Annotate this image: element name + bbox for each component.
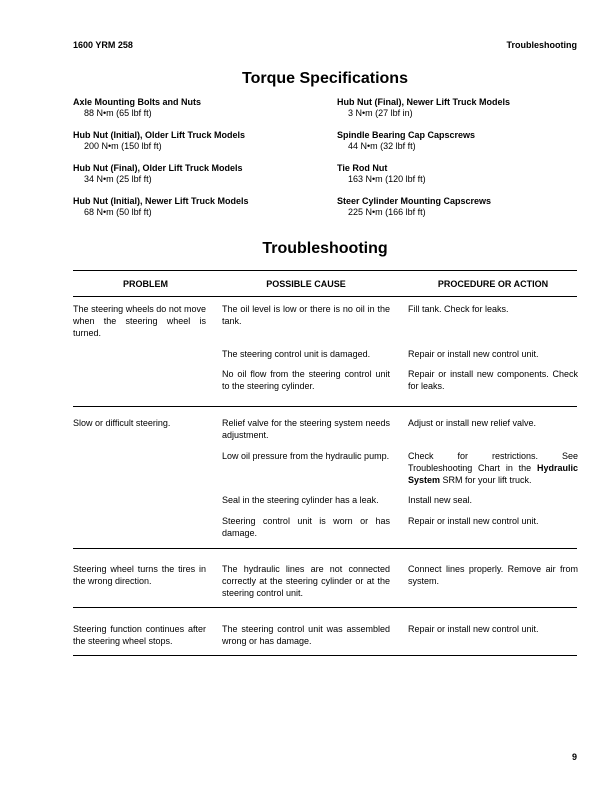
torque-title: Torque Specifications	[242, 70, 408, 87]
torque-spec-value: 88 N•m (65 lbf ft)	[84, 108, 152, 118]
action-cell: Adjust or install new relief valve.	[408, 418, 537, 428]
row-divider	[73, 607, 577, 608]
cause-cell: The steering control unit is damaged.	[222, 349, 371, 359]
cause-cell: The steering control unit was assembled wrong or has damage.	[222, 624, 390, 646]
action-cell: Repair or install new control unit.	[408, 624, 539, 634]
torque-spec-value: 34 N•m (25 lbf ft)	[84, 174, 152, 184]
torque-spec-name: Hub Nut (Final), Older Lift Truck Models	[73, 163, 243, 173]
problem-cell: Steering function continues after the steering wheel stops.	[73, 624, 206, 646]
cause-cell: Steering control unit is worn or has damage.	[222, 516, 390, 538]
torque-spec-name: Hub Nut (Final), Newer Lift Truck Models	[337, 97, 511, 107]
action-text-bold: System	[408, 475, 441, 485]
torque-spec-value: 163 N•m (120 lbf ft)	[348, 174, 426, 184]
action-cell: Repair or install new control unit.	[408, 349, 539, 359]
torque-spec-name: Hub Nut (Initial), Newer Lift Truck Models	[73, 196, 249, 206]
torque-spec-name: Axle Mounting Bolts and Nuts	[73, 97, 201, 107]
column-header-cause: POSSIBLE CAUSE	[266, 279, 346, 289]
action-cell: Fill tank. Check for leaks.	[408, 304, 509, 314]
torque-spec	[337, 196, 597, 229]
torque-spec	[73, 163, 333, 196]
action-cell: Repair or install new components. Check for leaks.	[408, 369, 578, 391]
torque-spec	[73, 130, 333, 163]
cause-cell: No oil flow from the steering control unit to the steering cylinder.	[222, 369, 390, 391]
column-header-action: PROCEDURE OR ACTION	[437, 279, 549, 289]
table-header-rule	[73, 296, 577, 297]
cause-cell: The hydraulic lines are not connected correctly at the steering cylinder or at the steering control unit.	[222, 564, 390, 598]
action-text: Check for restrictions. See Troubleshooting Chart in the	[408, 451, 578, 473]
torque-spec-name: Tie Rod Nut	[337, 163, 388, 173]
torque-spec	[73, 97, 333, 130]
cause-cell: Seal in the steering cylinder has a leak.	[222, 495, 379, 505]
table-bottom-rule	[73, 655, 577, 656]
problem-cell: Slow or difficult steering.	[73, 418, 171, 428]
torque-spec-value: 200 N•m (150 lbf ft)	[84, 141, 162, 151]
header-section: Troubleshooting	[506, 40, 577, 50]
cause-cell: The oil level is low or there is no oil in the tank.	[222, 304, 390, 326]
torque-right-column	[337, 97, 597, 229]
torque-spec-name: Spindle Bearing Cap Capscrews	[337, 130, 476, 140]
torque-spec	[73, 196, 333, 229]
problem-cell: Steering wheel turns the tires in the wrong direction.	[73, 564, 206, 586]
cause-cell: Low oil pressure from the hydraulic pump.	[222, 451, 390, 461]
torque-spec-name: Steer Cylinder Mounting Capscrews	[337, 196, 492, 206]
torque-spec-name: Hub Nut (Initial), Older Lift Truck Models	[73, 130, 246, 140]
action-cell	[408, 450, 578, 486]
torque-spec-value: 3 N•m (27 lbf in)	[348, 108, 413, 118]
row-divider	[73, 548, 577, 549]
torque-spec	[337, 163, 597, 196]
action-cell: Install new seal.	[408, 495, 473, 505]
troubleshooting-title: Troubleshooting	[262, 240, 388, 257]
column-header-problem: PROBLEM	[123, 279, 168, 289]
action-text-bold: Hydraulic	[536, 463, 578, 473]
row-divider	[73, 406, 577, 407]
table-top-rule	[73, 270, 577, 271]
header-doc-id: 1600 YRM 258	[73, 40, 133, 50]
cause-cell: Relief valve for the steering system needs adjustment.	[222, 418, 390, 440]
action-cell: Connect lines properly. Remove air from system.	[408, 564, 578, 586]
action-text: SRM for your lift truck.	[442, 475, 532, 485]
torque-left-column	[73, 97, 333, 229]
torque-spec-value: 225 N•m (166 lbf ft)	[348, 207, 426, 217]
torque-spec	[337, 130, 597, 163]
torque-spec-value: 68 N•m (50 lbf ft)	[84, 207, 152, 217]
page-number: 9	[571, 752, 577, 762]
torque-spec-value: 44 N•m (32 lbf ft)	[348, 141, 416, 151]
problem-cell: The steering wheels do not move when the steering wheel is turned.	[73, 304, 206, 338]
action-cell: Repair or install new control unit.	[408, 516, 539, 526]
torque-spec	[337, 97, 597, 130]
